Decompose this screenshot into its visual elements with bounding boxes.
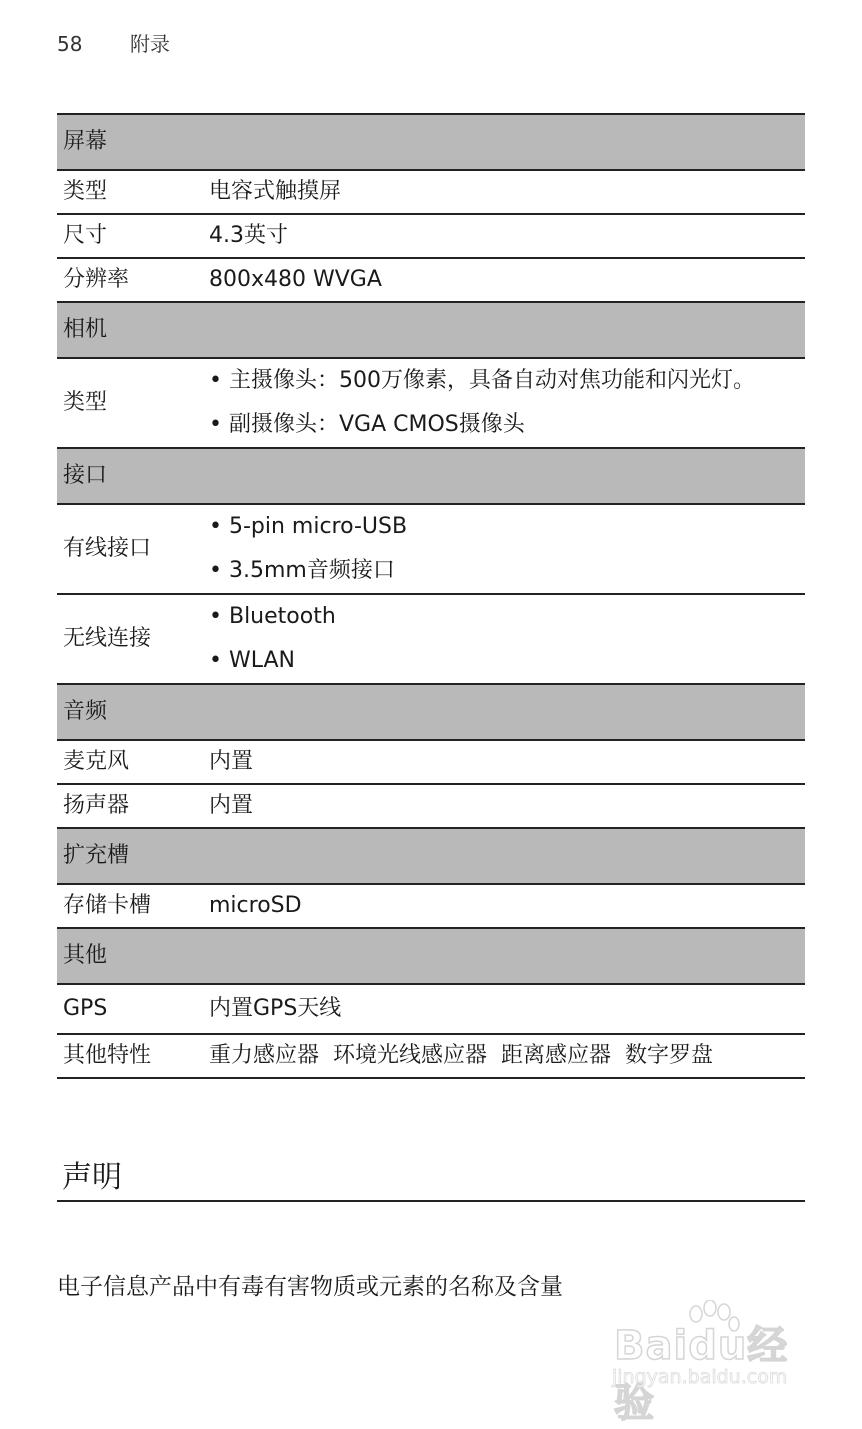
section-heading-screen: 屏幕: [57, 114, 805, 170]
page-header: [57, 28, 170, 57]
wireless-wlan-item: • WLAN: [209, 648, 295, 673]
section-heading-audio: 音频: [57, 684, 805, 740]
table-row: [57, 504, 805, 594]
screen-type-value: 电容式触摸屏: [203, 170, 805, 214]
wired-usb-item: • 5-pin micro-USB: [209, 514, 408, 539]
section-row-audio: [57, 684, 805, 740]
wired-interface-label: 有线接口: [57, 504, 203, 594]
other-features-label: 其他特性: [57, 1034, 203, 1078]
screen-resolution-label: 分辨率: [57, 258, 203, 302]
microphone-value: 内置: [203, 740, 805, 784]
table-row: [57, 358, 805, 448]
table-row: [57, 594, 805, 684]
wired-interface-value: [203, 504, 805, 594]
memory-slot-value: microSD: [203, 884, 805, 928]
section-heading-other: 其他: [57, 928, 805, 984]
section-row-expansion: [57, 828, 805, 884]
section-divider: [57, 1200, 805, 1202]
declaration-body: 电子信息产品中有毒有害物质或元素的名称及含量: [57, 1274, 563, 1300]
header-section-title: 附录: [130, 32, 170, 56]
screen-type-label: 类型: [57, 170, 203, 214]
speaker-label: 扬声器: [57, 784, 203, 828]
section-heading-interface: 接口: [57, 448, 805, 504]
table-row: [57, 740, 805, 784]
wireless-label: 无线连接: [57, 594, 203, 684]
declaration-title: 声明: [62, 1160, 122, 1195]
microphone-label: 麦克风: [57, 740, 203, 784]
spec-table: [57, 113, 805, 1079]
section-row-camera: [57, 302, 805, 358]
table-row: [57, 170, 805, 214]
screen-size-label: 尺寸: [57, 214, 203, 258]
section-heading-expansion: 扩充槽: [57, 828, 805, 884]
camera-main-item: • 主摄像头：500万像素，具备自动对焦功能和闪光灯。: [209, 368, 755, 393]
gps-value: 内置GPS天线: [203, 984, 805, 1034]
camera-type-value: [203, 358, 805, 448]
screen-resolution-value: 800x480 WVGA: [203, 258, 805, 302]
section-heading-camera: 相机: [57, 302, 805, 358]
watermark-url: jingyan.baidu.com: [612, 1366, 788, 1388]
table-row: [57, 884, 805, 928]
other-features-value: 重力感应器 环境光线感应器 距离感应器 数字罗盘: [203, 1034, 805, 1078]
section-row-other: [57, 928, 805, 984]
table-row: [57, 1034, 805, 1078]
baidu-watermark: [612, 1300, 812, 1426]
memory-slot-label: 存储卡槽: [57, 884, 203, 928]
table-row: [57, 258, 805, 302]
camera-front-item: • 副摄像头：VGA CMOS摄像头: [209, 412, 525, 437]
table-row: [57, 214, 805, 258]
screen-size-value: 4.3英寸: [203, 214, 805, 258]
wireless-bluetooth-item: • Bluetooth: [209, 604, 336, 629]
table-row: [57, 784, 805, 828]
wireless-value: [203, 594, 805, 684]
table-row: [57, 984, 805, 1034]
wired-audio-item: • 3.5mm音频接口: [209, 558, 395, 583]
section-row-interface: [57, 448, 805, 504]
speaker-value: 内置: [203, 784, 805, 828]
camera-type-label: 类型: [57, 358, 203, 448]
watermark-brand: Baidu经验: [614, 1323, 789, 1426]
gps-label: GPS: [57, 984, 203, 1034]
section-row-screen: [57, 114, 805, 170]
page-number: 58: [57, 32, 83, 56]
